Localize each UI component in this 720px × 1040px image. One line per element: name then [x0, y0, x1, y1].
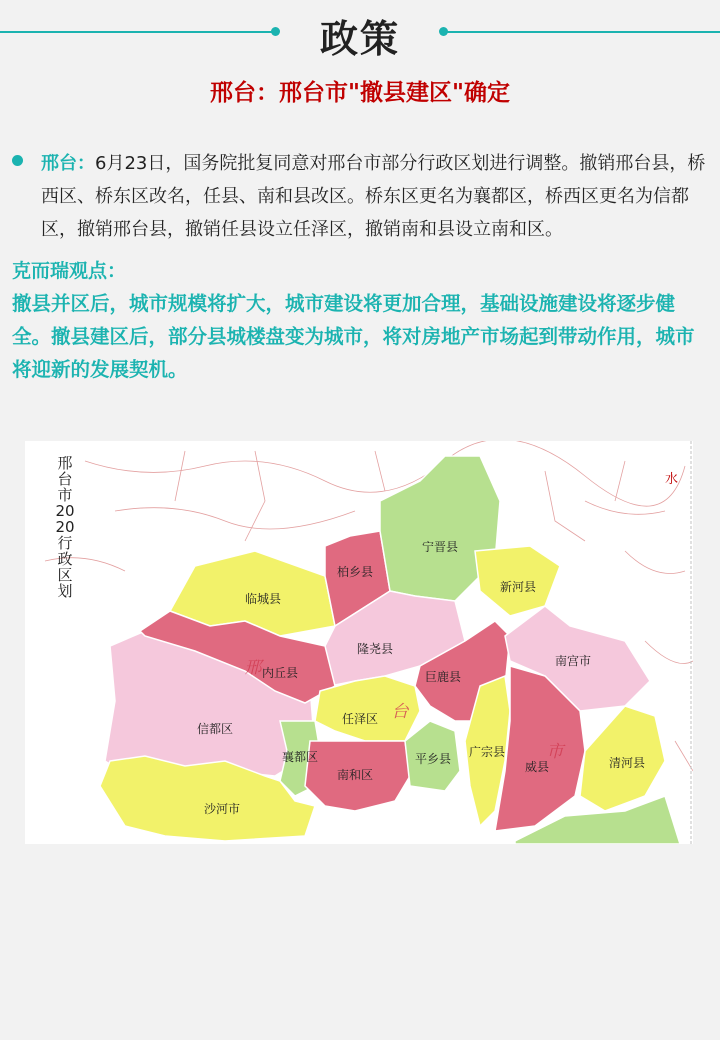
neighbor-mark: 水 — [665, 472, 679, 487]
label-shahe: 沙河市 — [203, 802, 241, 816]
map-svg — [25, 441, 693, 844]
label-nanhe: 南和区 — [336, 768, 374, 782]
label-lincheng: 临城县 — [244, 592, 282, 606]
viewpoint-label: 克而瑞观点： — [12, 260, 127, 282]
label-neiqiu: 内丘县 — [261, 666, 299, 680]
label-longyao: 隆尧县 — [356, 642, 394, 656]
label-julu: 巨鹿县 — [424, 670, 462, 684]
watermark-char-3: 市 — [546, 742, 564, 762]
header-line-right — [446, 31, 720, 33]
article-title: 邢台：邢台市"撤县建区"确定 — [210, 80, 510, 106]
watermark-char-1: 邢 — [244, 658, 262, 678]
label-guangzong: 广宗县 — [468, 745, 506, 759]
label-baixiang: 柏乡县 — [336, 565, 374, 579]
label-xindu: 信都区 — [196, 722, 234, 736]
section-title: 政策 — [319, 17, 400, 61]
label-xinhe: 新河县 — [499, 580, 537, 594]
label-weixian: 威县 — [524, 760, 550, 774]
bullet-dot — [12, 155, 23, 166]
news-text — [41, 147, 706, 246]
label-pingxiang: 平乡县 — [414, 752, 452, 766]
news-label: 邢台： — [41, 153, 95, 174]
label-ningjin: 宁晋县 — [421, 540, 459, 554]
watermark-char-2: 台 — [391, 702, 409, 722]
district-map — [25, 441, 693, 844]
news-body: 6月23日，国务院批复同意对邢台市部分行政区划进行调整。撤销邢台县，桥西区、桥东区改名，任县、南和县改区。桥东区更名为襄都区，桥西区更名为信都区，撤销邢台县，撤销任县设立任泽区，撤销南和县设立南和区。 — [41, 153, 706, 240]
label-xiangdu: 襄都区 — [281, 750, 319, 764]
label-renze: 任泽区 — [341, 712, 379, 726]
label-nangong: 南宫市 — [554, 654, 592, 668]
viewpoint-body: 撤县并区后，城市规模将扩大，城市建设将更加合理，基础设施建设将逐步健全。撤县建区后，部分县城楼盘变为城市，将对房地产市场起到带动作用，城市将迎新的发展契机。 — [12, 292, 695, 381]
news-item — [12, 147, 706, 246]
map-title: 邢台市2020行政区划 — [55, 454, 75, 600]
label-qinghe: 清河县 — [608, 756, 646, 770]
section-header — [0, 0, 720, 64]
